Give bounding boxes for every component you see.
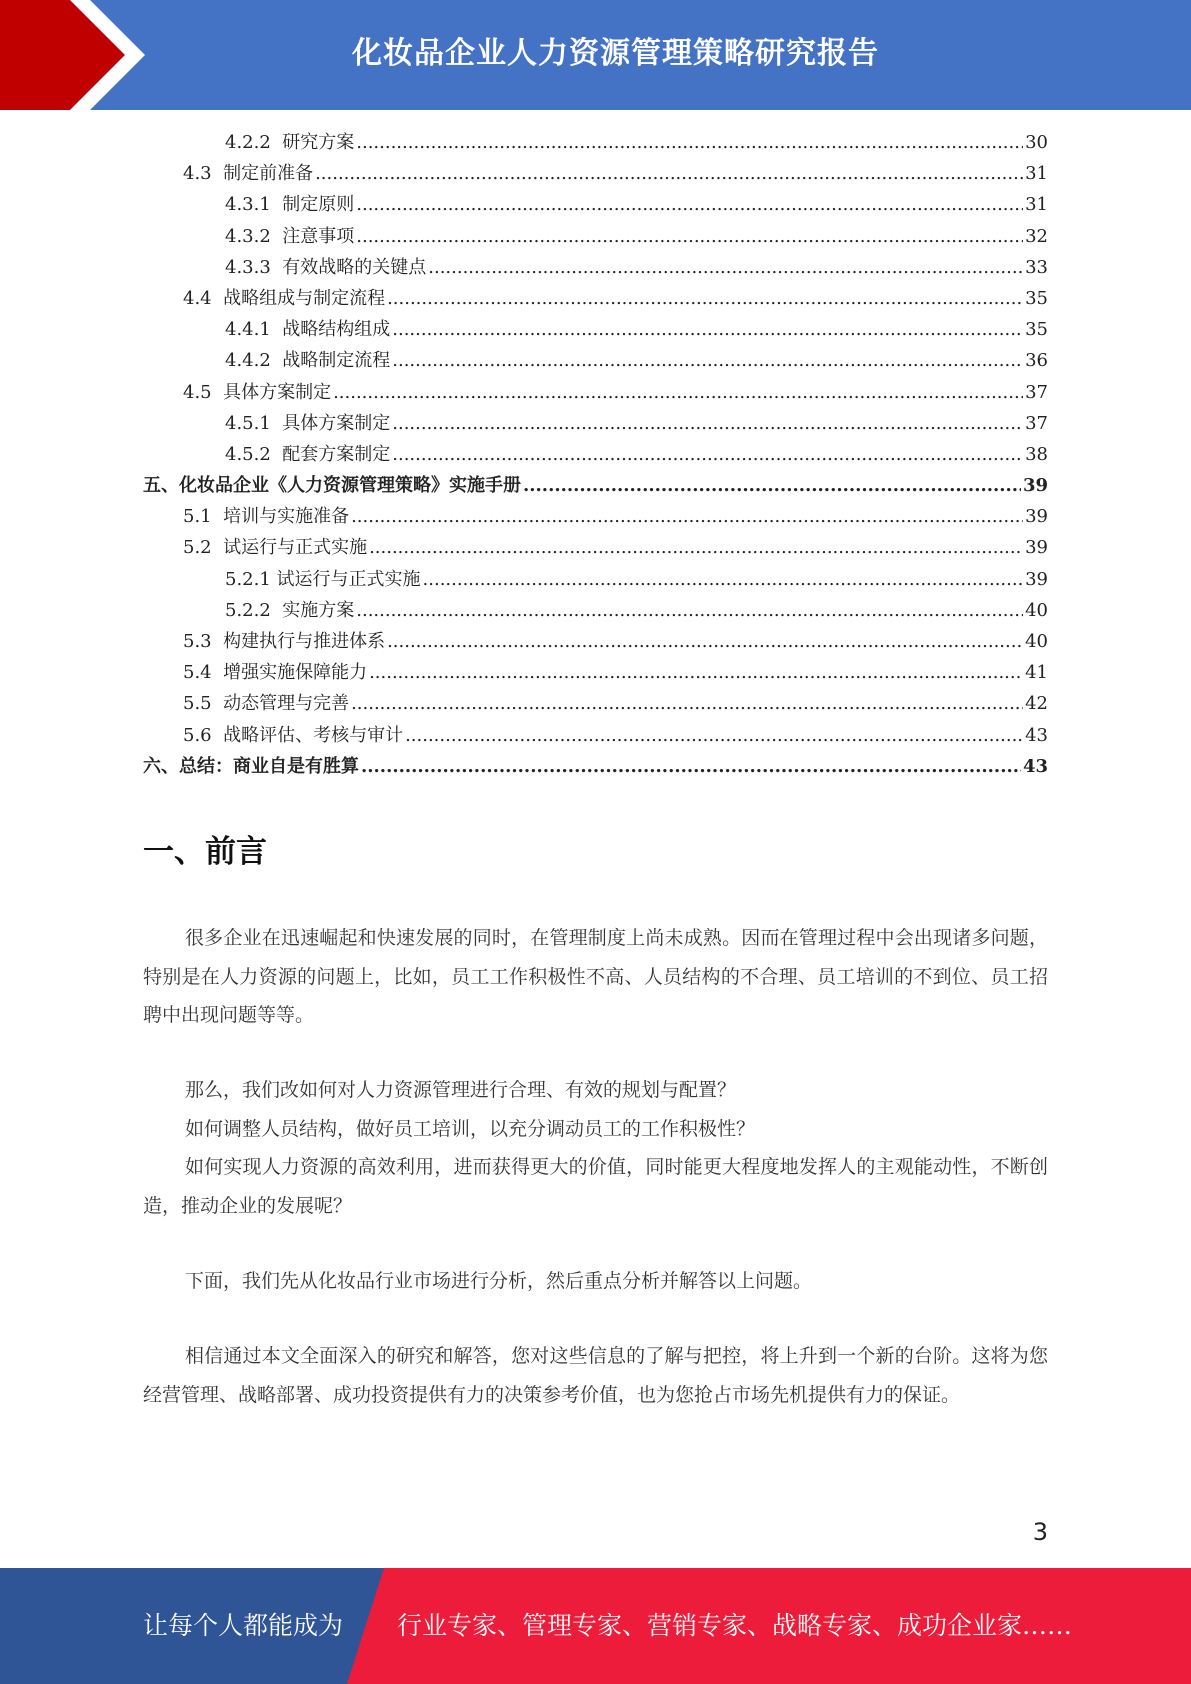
toc-dot-leader: [356, 189, 1023, 220]
toc-dot-leader: [333, 377, 1023, 408]
toc-entry[interactable]: [143, 377, 1048, 408]
toc-entry-page: 35: [1025, 287, 1048, 309]
body-paragraph: 很多企业在迅速崛起和快速发展的同时，在管理制度上尚未成熟。因而在管理过程中会出现诸多问题，特别是在人力资源的问题上，比如，员工工作积极性不高、人员结构的不合理、员工培训的不到位、员工招聘中出现问题等等。: [143, 927, 1048, 1027]
toc-dot-leader: [428, 252, 1023, 283]
toc-entry[interactable]: [143, 564, 1048, 595]
toc-entry-page: 39: [1025, 568, 1048, 590]
toc-dot-leader: [392, 345, 1023, 376]
toc-entry-page: 35: [1025, 319, 1048, 341]
header-banner: [0, 0, 1191, 110]
toc-entry-page: 39: [1025, 506, 1048, 528]
toc-entry-page: 32: [1025, 225, 1048, 247]
toc-dot-leader: [387, 626, 1023, 657]
toc-entry-page: 40: [1025, 631, 1048, 652]
toc-entry-label: 4.5.1 具体方案制定: [225, 412, 391, 434]
toc-dot-leader: [423, 564, 1024, 595]
toc-dot-leader: [405, 720, 1023, 751]
toc-entry-label: 4.4 战略组成与制定流程: [183, 287, 386, 309]
toc-entry-label: 4.3 制定前准备: [183, 163, 314, 185]
toc-entry-label: 4.5.2 配套方案制定: [225, 443, 391, 465]
toc-entry[interactable]: [143, 470, 1048, 501]
toc-entry[interactable]: [143, 720, 1048, 751]
document-title: 化妆品企业人力资源管理策略研究报告: [352, 36, 879, 71]
toc-entry-page: 31: [1025, 194, 1048, 216]
toc-entry[interactable]: [143, 657, 1048, 688]
toc-entry-label: 4.3.1 制定原则: [225, 194, 355, 216]
body-paragraph: 如何调整人员结构，做好员工培训，以充分调动员工的工作积极性？: [185, 1117, 756, 1140]
toc-entry-page: 37: [1025, 381, 1048, 403]
toc-entry-page: 38: [1025, 443, 1048, 465]
toc-entry-label: 4.4.2 战略制定流程: [225, 350, 391, 372]
toc-entry[interactable]: [143, 345, 1048, 376]
toc-entry-page: 40: [1025, 599, 1048, 621]
page-number: 3: [1032, 1518, 1048, 1546]
toc-entry-label: 5.3 构建执行与推进体系: [183, 631, 386, 652]
toc-entry-label: 4.5 具体方案制定: [183, 381, 332, 403]
toc-entry-label: 4.4.1 战略结构组成: [225, 319, 391, 341]
toc-entry[interactable]: [143, 626, 1048, 657]
toc-entry-page: 41: [1025, 662, 1048, 684]
toc-entry[interactable]: [143, 439, 1048, 470]
toc-entry[interactable]: [143, 221, 1048, 252]
body-paragraph: 如何实现人力资源的高效利用，进而获得更大的价值，同时能更大程度地发挥人的主观能动性，不断创造，推动企业的发展呢？: [143, 1156, 1048, 1217]
footer-slogan-right: 行业专家、管理专家、营销专家、战略专家、成功企业家……: [397, 1611, 1073, 1640]
toc-entry[interactable]: [143, 751, 1048, 782]
toc-dot-leader: [387, 283, 1023, 314]
toc-entry-label: 5.2.1 试运行与正式实施: [225, 568, 421, 590]
toc-dot-leader: [369, 532, 1023, 563]
footer-slogan-left: 让每个人都能成为: [143, 1611, 344, 1640]
toc-entry[interactable]: [143, 189, 1048, 220]
paragraph-next: [143, 1262, 1048, 1301]
toc-entry-page: 36: [1025, 350, 1048, 372]
toc-entry-label: 4.2.2 研究方案: [225, 132, 355, 153]
toc-entry-label: 5.4 增强实施保障能力: [183, 662, 368, 684]
toc-entry-label: 5.5 动态管理与完善: [183, 693, 350, 715]
toc-entry[interactable]: [143, 314, 1048, 345]
toc-entry[interactable]: [143, 501, 1048, 532]
toc-entry[interactable]: [143, 595, 1048, 626]
toc-entry-label: 5.6 战略评估、考核与审计: [183, 724, 404, 746]
toc-dot-leader: [392, 439, 1023, 470]
toc-entry[interactable]: [143, 158, 1048, 189]
table-of-contents: [143, 127, 1048, 782]
toc-entry-page: 43: [1025, 724, 1048, 746]
toc-dot-leader: [523, 470, 1021, 501]
footer-banner: [0, 1568, 1191, 1684]
paragraph-questions: [143, 1071, 1048, 1225]
toc-entry[interactable]: [143, 127, 1048, 158]
toc-dot-leader: [392, 408, 1023, 439]
toc-entry[interactable]: [143, 408, 1048, 439]
toc-entry-page: 39: [1025, 537, 1048, 559]
toc-dot-leader: [351, 688, 1023, 719]
toc-dot-leader: [356, 127, 1023, 158]
toc-dot-leader: [369, 657, 1023, 688]
body-paragraph: 那么，我们改如何对人力资源管理进行合理、有效的规划与配置？: [185, 1079, 737, 1101]
toc-entry-label: 4.3.2 注意事项: [225, 225, 355, 247]
toc-dot-leader: [361, 751, 1021, 782]
paragraph-closing: [143, 1337, 1048, 1414]
toc-entry-label: 5.2 试运行与正式实施: [183, 537, 368, 559]
toc-entry[interactable]: [143, 252, 1048, 283]
toc-entry-page: 37: [1025, 412, 1048, 434]
paragraph-intro: [143, 919, 1048, 1035]
toc-dot-leader: [315, 158, 1023, 189]
toc-entry-label: 5.2.2 实施方案: [225, 599, 355, 621]
toc-entry-page: 30: [1025, 132, 1048, 153]
toc-entry-page: 43: [1022, 755, 1048, 777]
toc-dot-leader: [356, 221, 1023, 252]
toc-dot-leader: [356, 595, 1023, 626]
toc-entry[interactable]: [143, 688, 1048, 719]
toc-entry-label: 五、化妆品企业《人力资源管理策略》实施手册: [143, 475, 521, 497]
toc-entry-page: 42: [1025, 693, 1048, 715]
toc-entry[interactable]: [143, 283, 1048, 314]
toc-entry-label: 5.1 培训与实施准备: [183, 506, 350, 528]
section-heading: 一、前言: [143, 834, 267, 870]
toc-entry-page: 33: [1025, 256, 1048, 278]
toc-entry[interactable]: [143, 532, 1048, 563]
toc-dot-leader: [351, 501, 1023, 532]
toc-entry-page: 39: [1022, 475, 1048, 497]
body-paragraph: 下面，我们先从化妆品行业市场进行分析，然后重点分析并解答以上问题。: [185, 1270, 813, 1292]
toc-dot-leader: [392, 314, 1023, 345]
body-paragraph: 相信通过本文全面深入的研究和解答，您对这些信息的了解与把控，将上升到一个新的台阶。这将为您经营管理、战略部署、成功投资提供有力的决策参考价值，也为您抢占市场先机提供有力的保证。: [143, 1345, 1048, 1406]
toc-entry-label: 六、总结：商业自是有胜算: [143, 755, 359, 777]
toc-entry-label: 4.3.3 有效战略的关键点: [225, 256, 427, 278]
toc-entry-page: 31: [1025, 163, 1048, 185]
